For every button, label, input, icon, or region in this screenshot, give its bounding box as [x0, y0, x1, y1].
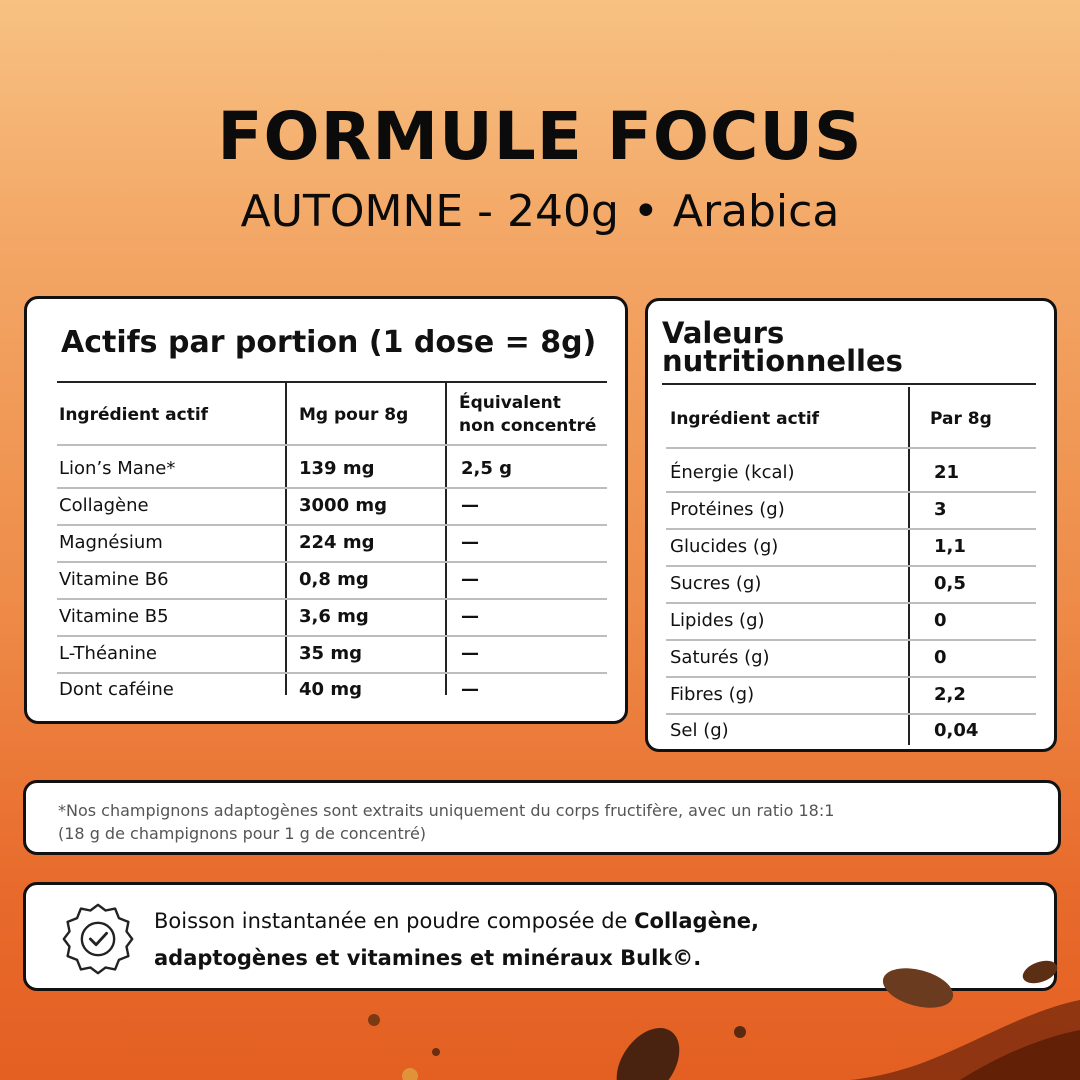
nutrition-row-name: Lipides (g)	[670, 610, 765, 631]
row-divider	[57, 487, 607, 489]
actifs-row-name: Dont caféine	[59, 679, 174, 700]
actifs-row-mg: 40 mg	[299, 679, 362, 700]
footnote-line2: (18 g de champignons pour 1 g de concentré)	[58, 824, 427, 843]
nutrition-heading	[662, 316, 903, 378]
nutrition-row-name: Sucres (g)	[670, 573, 762, 594]
actifs-row-name: Vitamine B5	[59, 606, 169, 627]
nutrition-header-divider	[666, 447, 1036, 449]
row-divider	[57, 561, 607, 563]
nutrition-row-value: 1,1	[934, 536, 966, 557]
actifs-row-mg: 35 mg	[299, 643, 362, 664]
nutrition-row-value: 21	[934, 462, 960, 483]
footnote-card	[23, 780, 1061, 855]
row-divider	[666, 491, 1036, 493]
actifs-heading-rule	[57, 381, 607, 383]
page-title: FORMULE FOCUS	[217, 98, 863, 175]
nutrition-row-name: Glucides (g)	[670, 536, 779, 557]
actifs-row-mg: 139 mg	[299, 458, 375, 479]
nutrition-row-name: Fibres (g)	[670, 684, 755, 705]
actifs-row-equiv: 2,5 g	[461, 458, 513, 479]
actifs-row-mg: 3,6 mg	[299, 606, 369, 627]
nutrition-heading-line2: nutritionnelles	[662, 344, 903, 378]
actifs-col-header-equiv-line2: non concentré	[459, 416, 597, 436]
page-subtitle: AUTOMNE - 240g • Arabica	[240, 186, 840, 237]
row-divider	[57, 635, 607, 637]
actifs-row-name: Magnésium	[59, 532, 163, 553]
nutrition-heading-line1: Valeurs	[662, 316, 785, 350]
description-bold-2: adaptogènes et vitamines et minéraux Bulk©.	[154, 946, 702, 970]
footnote-line1: *Nos champignons adaptogènes sont extraits uniquement du corps fructifère, avec un ratio 18:1	[58, 801, 835, 820]
actifs-row-equiv: —	[461, 495, 479, 516]
actifs-header-divider	[57, 444, 607, 446]
nutrition-row-value: 0	[934, 610, 947, 631]
actifs-col-header-equiv-line1: Équivalent	[459, 393, 561, 413]
nutrition-row-value: 2,2	[934, 684, 966, 705]
row-divider	[666, 639, 1036, 641]
actifs-row-name: Lion’s Mane*	[59, 458, 176, 479]
row-divider	[666, 565, 1036, 567]
actifs-card	[24, 296, 628, 724]
nutrition-row-name: Saturés (g)	[670, 647, 770, 668]
nutrition-card	[645, 298, 1057, 752]
check-badge-icon	[60, 901, 136, 977]
row-divider	[666, 602, 1036, 604]
actifs-row-mg: 3000 mg	[299, 495, 388, 516]
nutrition-row-name: Sel (g)	[670, 720, 729, 741]
actifs-row-name: Collagène	[59, 495, 149, 516]
actifs-row-mg: 224 mg	[299, 532, 375, 553]
footnote-text	[58, 799, 834, 845]
coffee-splash-decoration	[600, 960, 1080, 1080]
nutrition-col-header-ingredient: Ingrédient actif	[670, 409, 820, 429]
nutrition-row-value: 0,04	[934, 720, 979, 741]
actifs-row-name: L-Théanine	[59, 643, 157, 664]
actifs-col-divider-1	[285, 383, 287, 695]
row-divider	[57, 598, 607, 600]
actifs-col-header-mg: Mg pour 8g	[299, 405, 409, 425]
row-divider	[57, 672, 607, 674]
nutrition-row-value: 3	[934, 499, 947, 520]
nutrition-row-value: 0,5	[934, 573, 966, 594]
actifs-row-equiv: —	[461, 569, 479, 590]
nutrition-row-name: Énergie (kcal)	[670, 462, 795, 483]
actifs-row-equiv: —	[461, 606, 479, 627]
description-regular: Boisson instantanée en poudre composée de	[154, 909, 635, 933]
nutrition-heading-rule	[662, 383, 1036, 385]
actifs-heading: Actifs par portion (1 dose = 8g)	[61, 325, 597, 360]
actifs-col-header-ingredient: Ingrédient actif	[59, 405, 209, 425]
nutrition-row-name: Protéines (g)	[670, 499, 785, 520]
actifs-row-name: Vitamine B6	[59, 569, 169, 590]
row-divider	[666, 676, 1036, 678]
nutrition-row-value: 0	[934, 647, 947, 668]
actifs-row-equiv: —	[461, 679, 479, 700]
description-bold-1: Collagène,	[634, 909, 759, 933]
actifs-col-divider-2	[445, 383, 447, 695]
row-divider	[666, 713, 1036, 715]
actifs-row-equiv: —	[461, 532, 479, 553]
nutrition-col-header-per-8g: Par 8g	[930, 409, 992, 429]
actifs-row-mg: 0,8 mg	[299, 569, 369, 590]
coffee-drops-decoration	[360, 1010, 450, 1080]
actifs-row-equiv: —	[461, 643, 479, 664]
row-divider	[57, 524, 607, 526]
row-divider	[666, 528, 1036, 530]
